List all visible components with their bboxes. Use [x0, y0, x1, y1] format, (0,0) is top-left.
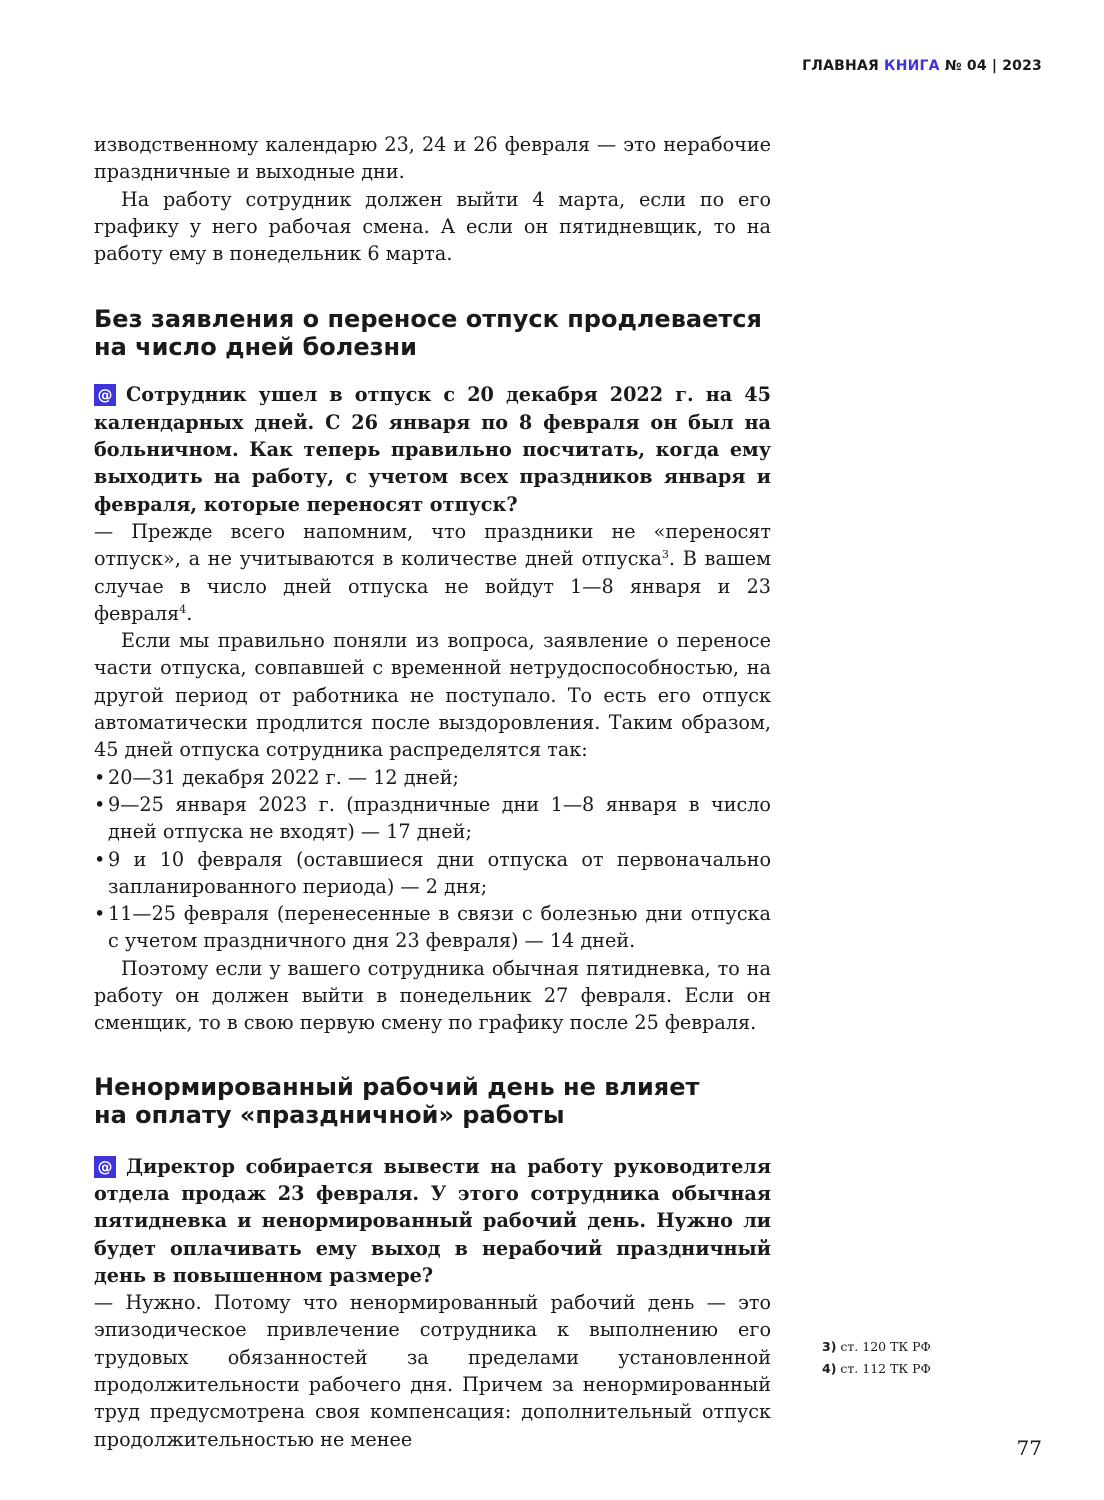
at-icon: @: [94, 384, 116, 406]
answer-paragraph: [94, 518, 771, 627]
footnotes: [822, 1336, 931, 1380]
intro-paragraph: изводственному календарю 23, 24 и 26 февраля — это нерабочие праздничные и выходные дни.: [94, 133, 771, 184]
section-heading: [94, 305, 771, 361]
footnote-text: ст. 112 ТК РФ: [836, 1361, 931, 1376]
header-title: ГЛАВНАЯ: [802, 58, 885, 74]
body-paragraph: Если мы правильно поняли из вопроса, заявление о переносе части отпуска, совпавшей с временной нетрудоспособностью, на другой период от работника не поступало. То есть его отпуск автоматически продлится после выздоровления. Таким образом, 45 дней отпуска сотрудника распределятся так:: [94, 629, 771, 762]
footnote: [822, 1358, 931, 1380]
list-item: • 20—31 декабря 2022 г. — 12 дней;: [94, 764, 771, 791]
footnote-number: 3): [822, 1339, 837, 1354]
question-text: Сотрудник ушел в отпуск с 20 декабря 2022 г. на 45 календарных дней. С 26 января по 8 февраля он был на больничном. Как теперь правильно посчитать, когда ему выходить на работу, с учетом всех праздников января и февраля, которые переносят отпуск?: [94, 383, 771, 516]
section-heading: [94, 1073, 771, 1129]
answer-text: — Прежде всего напомним, что праздники не «переносят отпуск», а не учитываются в количестве дней отпуска: [94, 519, 771, 571]
reader-question: [94, 381, 771, 517]
section-heading-line: на оплату «праздничной» работы: [94, 1100, 565, 1129]
intro-paragraph: На работу сотрудник должен выйти 4 марта, если по его графику у него рабочая смена. А если он пятидневщик, то на работу ему в понедельник 6 марта.: [94, 187, 771, 266]
list-item: • 11—25 февраля (перенесенные в связи с болезнью дни отпуска с учетом праздничного дня 23 февраля) — 14 дней.: [94, 900, 771, 955]
section-heading-line: Без заявления о переносе отпуск продлевается: [94, 305, 762, 334]
header-title-accent: КНИГА: [884, 58, 940, 74]
answer-paragraph: — Нужно. Потому что ненормированный рабочий день — это эпизодическое привлечение сотрудника к выполнению его трудовых обязанностей за пределами установленной продолжительности рабочего дня. Причем за ненормированный труд предусмотрена своя компенсация: дополнительный отпуск продолжительностью не менее: [94, 1291, 771, 1451]
section-heading-line: Ненормированный рабочий день не влияет: [94, 1072, 700, 1101]
article-body: [94, 131, 771, 1453]
list-item: • 9—25 января 2023 г. (праздничные дни 1—8 января в число дней отпуска не входят) — 17 дней;: [94, 791, 771, 846]
answer-text: .: [186, 601, 193, 625]
reader-question: [94, 1153, 771, 1289]
body-paragraph: Поэтому если у вашего сотрудника обычная пятидневка, то на работу он должен выйти в понедельник 27 февраля. Если он сменщик, то в свою первую смену по графику после 25 февраля.: [94, 956, 771, 1035]
list-item: • 9 и 10 февраля (оставшиеся дни отпуска от первоначально запланированного периода) — 2 дня;: [94, 846, 771, 901]
section-heading-line: на число дней болезни: [94, 333, 417, 362]
footnote-number: 4): [822, 1361, 837, 1376]
bullet-list: [94, 764, 771, 955]
running-header: [802, 58, 1042, 74]
question-text: Директор собирается вывести на работу руководителя отдела продаж 23 февраля. У этого сотрудника обычная пятидневка и ненормированный рабочий день. Нужно ли будет оплачивать ему выход в нерабочий праздничный день в повышенном размере?: [94, 1154, 771, 1287]
header-issue: № 04 | 2023: [939, 58, 1042, 74]
answer-text: . В вашем случае в число дней отпуска не войдут 1—8 января и 23 февраля: [94, 547, 772, 625]
at-icon: @: [94, 1156, 116, 1178]
footnote-ref: 4: [179, 602, 187, 616]
footnote-text: ст. 120 ТК РФ: [836, 1339, 931, 1354]
footnote-ref: 3: [661, 548, 669, 562]
footnote: [822, 1336, 931, 1358]
page-number: 77: [1016, 1436, 1042, 1460]
